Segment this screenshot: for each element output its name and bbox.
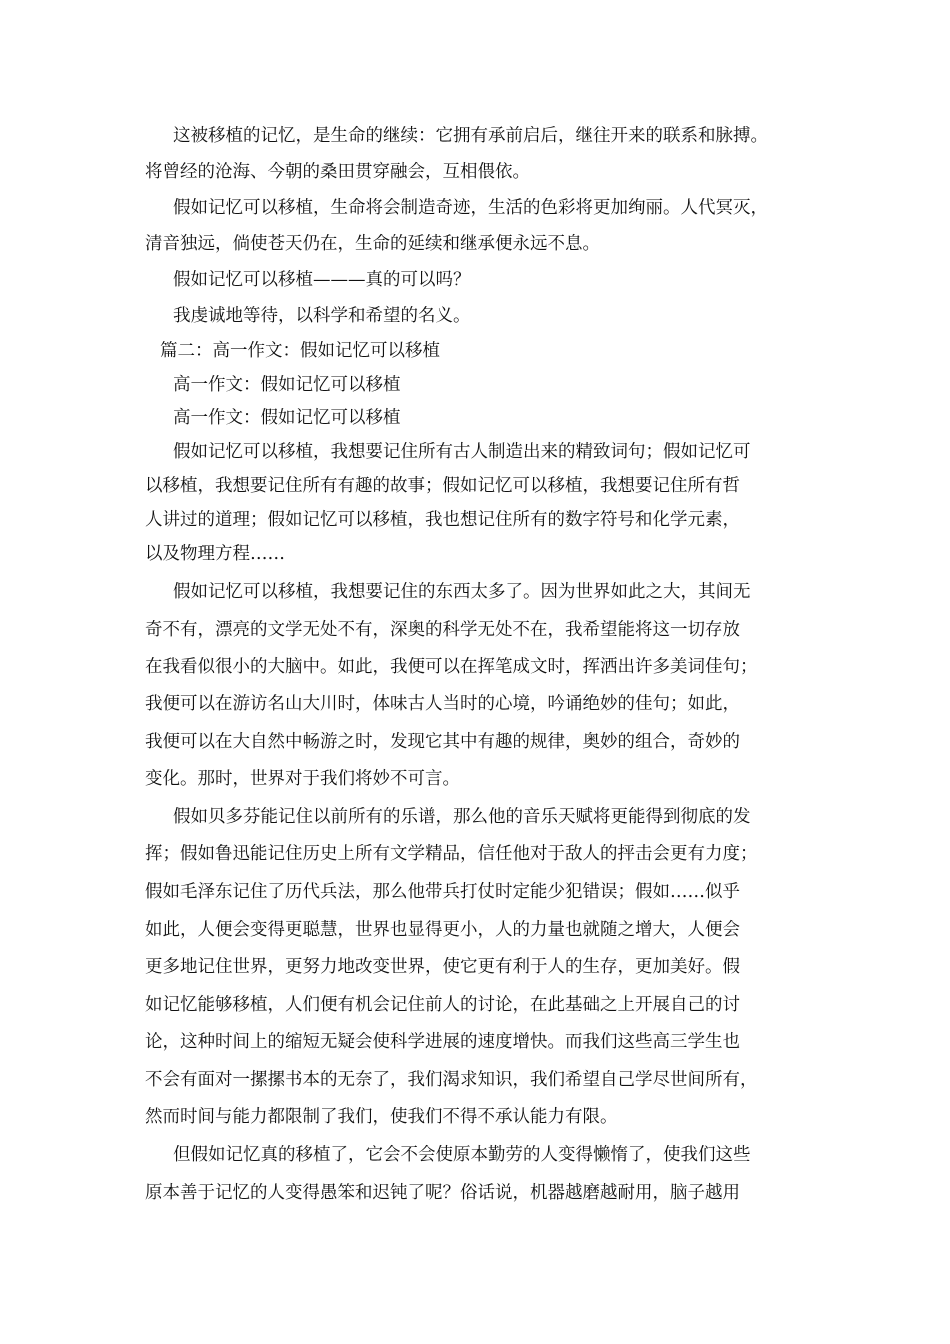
text-line-12: 人讲过的道理；假如记忆可以移植，我也想记住所有的数字符号和化学元素， — [145, 510, 740, 530]
text-line-5: 假如记忆可以移植———真的可以吗？ — [173, 270, 471, 290]
text-line-6: 我虔诚地等待，以科学和希望的名义。 — [173, 306, 471, 326]
text-line-9: 高一作文：假如记忆可以移植 — [173, 408, 401, 428]
text-line-25: 如记忆能够移植，人们便有机会记住前人的讨论，在此基础之上开展自己的讨 — [145, 995, 740, 1015]
text-line-18: 我便可以在大自然中畅游之时，发现它其中有趣的规律，奥妙的组合，奇妙的 — [145, 732, 740, 752]
text-line-15: 奇不有，漂亮的文学无处不有，深奥的科学无处不在，我希望能将这一切存放 — [145, 620, 740, 640]
section-heading: 篇二：高一作文：假如记忆可以移植 — [160, 341, 440, 361]
text-line-14: 假如记忆可以移植，我想要记住的东西太多了。因为世界如此之大，其间无 — [173, 582, 751, 602]
text-line-1: 这被移植的记忆，是生命的继续：它拥有承前启后，继往开来的联系和脉搏。 — [173, 126, 768, 146]
text-line-22: 假如毛泽东记住了历代兵法，那么他带兵打仗时定能少犯错误；假如……似乎 — [145, 882, 740, 902]
text-line-20: 假如贝多芬能记住以前所有的乐谱，那么他的音乐天赋将更能得到彻底的发 — [173, 807, 751, 827]
text-line-21: 挥；假如鲁迅能记住历史上所有文学精品，信任他对于敌人的抨击会更有力度； — [145, 844, 758, 864]
text-line-13: 以及物理方程…… — [145, 544, 285, 564]
text-line-30: 原本善于记忆的人变得愚笨和迟钝了呢？俗话说，机器越磨越耐用，脑子越用 — [145, 1183, 740, 1203]
text-line-17: 我便可以在游访名山大川时，体味古人当时的心境，吟诵绝妙的佳句；如此， — [145, 694, 740, 714]
text-line-24: 更多地记住世界，更努力地改变世界，使它更有利于人的生存，更加美好。假 — [145, 957, 740, 977]
text-line-2: 将曾经的沧海、今朝的桑田贯穿融会，互相偎依。 — [145, 162, 530, 182]
text-line-8: 高一作文：假如记忆可以移植 — [173, 375, 401, 395]
text-line-23: 如此，人便会变得更聪慧，世界也显得更小，人的力量也就随之增大，人便会 — [145, 920, 740, 940]
text-line-29: 但假如记忆真的移植了，它会不会使原本勤劳的人变得懒惰了，使我们这些 — [173, 1145, 751, 1165]
text-line-3: 假如记忆可以移植，生命将会制造奇迹，生活的色彩将更加绚丽。人代冥灭， — [173, 198, 768, 218]
text-line-4: 清音独远，倘使苍天仍在，生命的延续和继承便永远不息。 — [145, 234, 600, 254]
text-line-10: 假如记忆可以移植，我想要记住所有古人制造出来的精致词句；假如记忆可 — [173, 442, 751, 462]
text-line-11: 以移植，我想要记住所有有趣的故事；假如记忆可以移植，我想要记住所有哲 — [145, 476, 740, 496]
text-line-16: 在我看似很小的大脑中。如此，我便可以在挥笔成文时，挥洒出许多美词佳句； — [145, 657, 758, 677]
text-line-19: 变化。那时，世界对于我们将妙不可言。 — [145, 769, 460, 789]
text-line-27: 不会有面对一摞摞书本的无奈了，我们渴求知识，我们希望自己学尽世间所有， — [145, 1070, 758, 1090]
text-line-26: 论，这种时间上的缩短无疑会使科学进展的速度增快。而我们这些高三学生也 — [145, 1032, 740, 1052]
text-line-28: 然而时间与能力都限制了我们，使我们不得不承认能力有限。 — [145, 1107, 618, 1127]
